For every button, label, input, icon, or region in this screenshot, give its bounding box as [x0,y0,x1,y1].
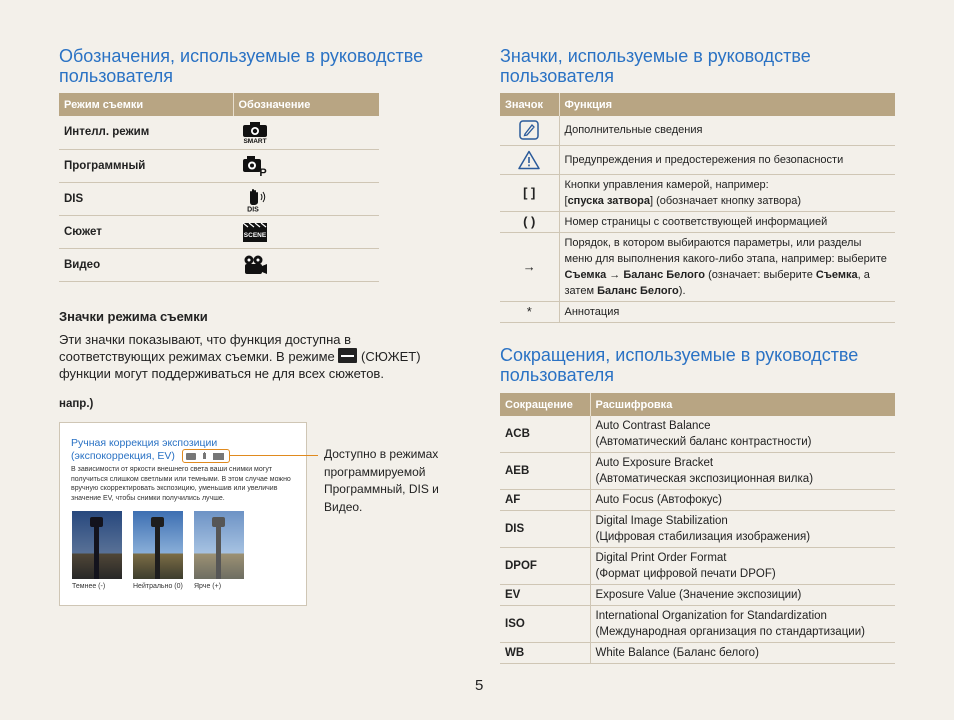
meaning-line: (Автоматический баланс контрастности) [595,436,812,448]
modes-subheading: Значки режима съемки [59,309,208,324]
table-row [59,116,379,149]
scene-inline-icon [338,348,357,363]
paragraph-text-end: функции могут поддерживаться не для всех сюжетов. [59,366,384,381]
icon-description: Дополнительные сведения [559,116,895,145]
meaning-cell: White Balance (Баланс белого) [590,643,895,664]
icons-header-function: Функция [559,93,895,116]
abbr-cell: AEB [500,453,590,490]
dis-mode-icon [233,182,379,215]
table-row [500,643,895,664]
svg-text:SMART: SMART [243,138,267,145]
caption-dark: Темнее (-) [72,583,106,590]
meaning-cell [590,548,895,585]
meaning-cell [590,453,895,490]
scene-mode-icon [233,215,379,248]
icon-description: Предупреждения и предостережения по безопасности [559,145,895,174]
mode-label: Видео [59,248,233,281]
table-row [500,116,895,145]
abbr-cell: EV [500,585,590,606]
callout-line [229,455,318,456]
abbr-cell: DPOF [500,548,590,585]
mode-label: Сюжет [59,215,233,248]
callout-text: Доступно в режимах программируемой Программный, DIS и Видео. [324,447,439,514]
table-row [500,174,895,211]
meaning-cell: Auto Focus (Автофокус) [590,490,895,511]
page-number: 5 [475,677,484,694]
caption-bright: Ярче (+) [194,583,222,590]
description-part: Порядок, в котором выбираются параметры, или разделы меню для выполнения какого-либо этапа, например: выберите [564,236,887,265]
description-part: ). [678,284,686,297]
description-bold: Съемка [564,268,607,281]
description-part: , а затем [564,268,870,297]
icons-table [500,93,895,323]
table-row [500,211,895,232]
description-bold: спуска затвора [567,194,650,207]
example-label: напр.) [59,398,94,410]
meaning-line: (Международная организация по стандартизации) [595,626,865,638]
asterisk-symbol: * [500,301,559,322]
abbr-cell: ACB [500,416,590,453]
video-mode-icon [233,248,379,281]
icon-description [559,174,895,211]
abbr-header-abbr: Сокращение [500,393,590,416]
abbr-cell: WB [500,643,590,664]
table-row [500,453,895,490]
description-line: Кнопки управления камерой, например: [564,178,769,191]
meaning-line: International Organization for Standardization [595,610,827,622]
table-row [500,301,895,322]
meaning-cell [590,511,895,548]
abbreviations-table [500,393,895,664]
description-bold: Баланс Белого [597,284,679,297]
description-arrow: → [606,268,624,281]
table-row [500,548,895,585]
example-title: Ручная коррекция экспозиции (экспокоррекция, EV) [71,437,218,462]
svg-text:P: P [259,166,267,178]
abbr-cell: AF [500,490,590,511]
meaning-line: Auto Contrast Balance [595,420,711,432]
example-photo-neutral [133,511,183,579]
icon-description: Номер страницы с соответствующей информацией [559,211,895,232]
meaning-line: (Автоматическая экспозиционная вилка) [595,473,814,485]
svg-text:SCENE: SCENE [243,231,267,239]
table-row [59,182,379,215]
example-photo-bright [194,511,244,579]
table-row [500,585,895,606]
meaning-line: (Формат цифровой печати DPOF) [595,568,776,580]
meaning-line: (Цифровая стабилизация изображения) [595,531,811,543]
description-part: ] (обозначает кнопку затвора) [649,194,801,207]
warning-icon [500,145,559,174]
meaning-cell: Exposure Value (Значение экспозиции) [590,585,895,606]
mode-label: DIS [59,182,233,215]
abbr-cell: DIS [500,511,590,548]
modes-table [59,93,379,282]
abbr-heading: Сокращения, используемые в руководстве пользователя [500,345,859,385]
icon-description: Аннотация [559,301,895,322]
paragraph-text: Эти значки показывают, что функция доступна в соответствующих режимах съемки. В режиме [59,332,351,364]
mode-label: Интелл. режим [59,116,233,149]
mode-icons-highlight [182,449,230,463]
paragraph-scene-text: (СЮЖЕТ) [361,349,421,364]
table-row [500,511,895,548]
table-row [500,145,895,174]
program-mode-icon [233,149,379,182]
meaning-line: Digital Image Stabilization [595,515,728,527]
bracket-symbol: [ ] [500,174,559,211]
mode-label: Программный [59,149,233,182]
description-bold: Съемка [815,268,858,281]
table-row [59,248,379,281]
modes-paragraph [59,331,454,382]
meaning-line: Digital Print Order Format [595,552,727,564]
table-row [500,490,895,511]
meaning-cell [590,416,895,453]
description-part: (означает: выберите [705,268,816,281]
smart-mode-icon [233,116,379,149]
description-bold: Баланс Белого [623,268,706,281]
svg-text:DIS: DIS [247,206,259,212]
example-box [59,422,307,606]
icon-description [559,232,895,301]
table-row [500,606,895,643]
modes-header-mode: Режим съемки [59,93,233,116]
table-row [59,149,379,182]
table-row [500,232,895,301]
example-body: В зависимости от яркости внешнего света ваши снимки могут получиться слишком светлыми или темными. В этом случае можно вручную скорректировать экспозицию, уменьшив или увеличив значение EV, чтобы снимки получились лучше. [71,466,291,502]
table-row [59,215,379,248]
abbr-header-meaning: Расшифровка [590,393,895,416]
table-row [500,416,895,453]
page-title-right: Значки, используемые в руководстве пользователя [500,46,811,86]
page-title-left: Обозначения, используемые в руководстве пользователя [59,46,424,86]
arrow-symbol: → [500,232,559,301]
caption-neutral: Нейтрально (0) [133,583,183,590]
description-part: [ [564,194,568,207]
icons-header-icon: Значок [500,93,559,116]
parenthesis-symbol: ( ) [500,211,559,232]
note-icon [500,116,559,145]
meaning-line: Auto Exposure Bracket [595,457,714,469]
modes-header-icon: Обозначение [233,93,379,116]
abbr-cell: ISO [500,606,590,643]
example-photo-dark [72,511,122,579]
meaning-cell [590,606,895,643]
